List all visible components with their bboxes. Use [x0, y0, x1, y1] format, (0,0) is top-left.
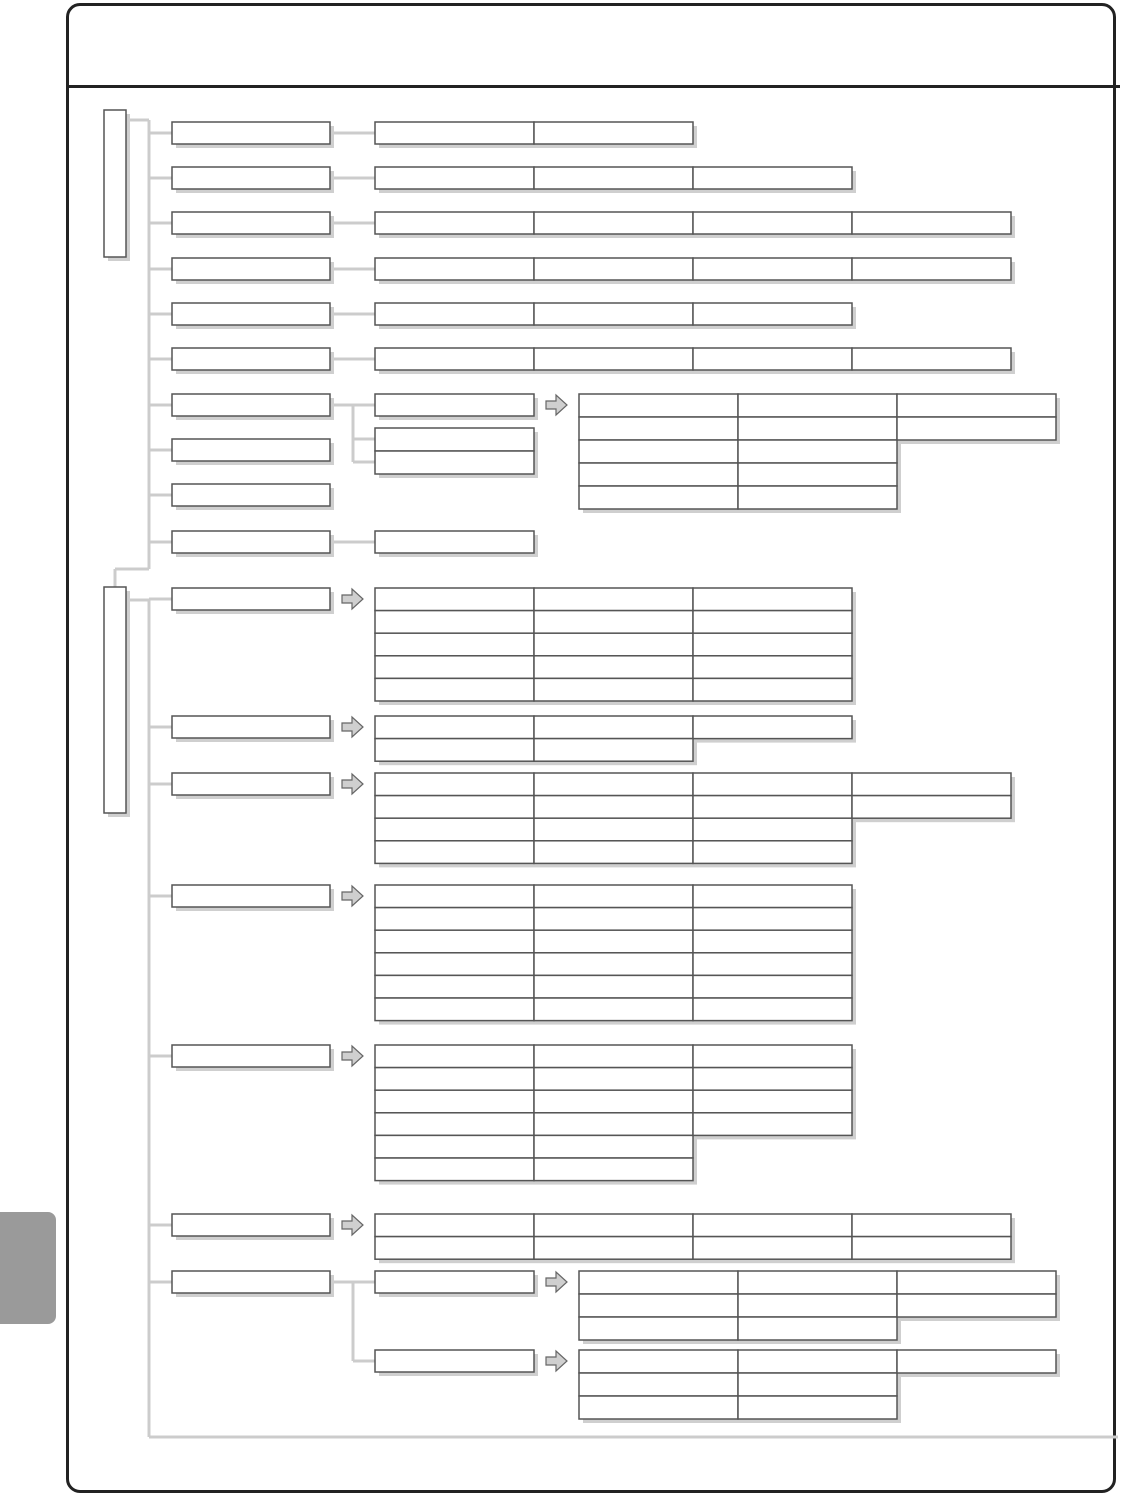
- group-1-item-6-options-cell: [375, 348, 534, 370]
- group-2-item-7: [172, 1271, 330, 1293]
- group-2-item-6-details-cell: [852, 1214, 1011, 1237]
- group-2-item-4-details-cell: [375, 908, 534, 931]
- group-2-item-4-details-cell: [693, 953, 852, 976]
- group-2-item-3: [172, 773, 330, 795]
- group-1-item-7-details-cell: [897, 394, 1056, 417]
- group-2-item-5-details-cell: [534, 1068, 693, 1091]
- group-1-item-3-options-cell: [534, 212, 693, 234]
- group-1-item-2-options-cell: [693, 167, 852, 189]
- group-2-item-3-details-cell: [375, 796, 534, 819]
- group-1-item-8: [172, 439, 330, 461]
- group-1-item-6: [172, 348, 330, 370]
- group-2-item-4-details-cell: [375, 930, 534, 953]
- group-1-item-4-options-cell: [852, 258, 1011, 280]
- group-2-item-1-details-cell: [375, 611, 534, 634]
- group-2-item-1-details-cell: [693, 656, 852, 679]
- arrow-icon: [546, 395, 567, 415]
- group-1-item-4-options-cell: [534, 258, 693, 280]
- group-2-item-5-details-cell: [534, 1113, 693, 1136]
- group-2-item-5-details-cell: [534, 1135, 693, 1158]
- group-2-item-2-details-cell: [534, 739, 693, 762]
- group-2-item-4-details-cell: [534, 998, 693, 1021]
- group-2-item-5-details-cell: [375, 1135, 534, 1158]
- group-2-item-4-details-cell: [534, 908, 693, 931]
- group-1-item-6-options-cell: [534, 348, 693, 370]
- group-2-item-5-details-cell: [693, 1090, 852, 1113]
- group-2-item-1: [172, 588, 330, 610]
- group-1-item-1-options-cell: [375, 122, 534, 144]
- group-2-item-1-details-cell: [534, 611, 693, 634]
- group-2-item-5-details-cell: [375, 1045, 534, 1068]
- group-2-item-4-details-cell: [534, 953, 693, 976]
- group-2-item-7-sub-b-details-cell: [579, 1350, 738, 1373]
- group-2-item-6-details-cell: [375, 1214, 534, 1237]
- group-2-item-3-details-cell: [375, 773, 534, 796]
- group-1-item-5: [172, 303, 330, 325]
- group-2-item-3-details-cell: [693, 796, 852, 819]
- group-1-item-4: [172, 258, 330, 280]
- group-2-item-5-details-cell: [375, 1068, 534, 1091]
- group-2-item-3-details-cell: [534, 841, 693, 864]
- group-2-item-4-details-cell: [534, 885, 693, 908]
- group-2-item-7-sub-b-details-cell: [738, 1373, 897, 1396]
- group-2-item-6-details-cell: [375, 1237, 534, 1260]
- group-2-item-7-sub-a-details-cell: [738, 1271, 897, 1294]
- group-1-item-2-options-cell: [375, 167, 534, 189]
- group-1-item-4-options-cell: [693, 258, 852, 280]
- group-2-item-1-details-cell: [375, 588, 534, 611]
- group-2-item-7-sub-b-details-cell: [579, 1396, 738, 1419]
- group-2-item-1-details-cell: [375, 633, 534, 656]
- group-2-item-3-details-cell: [852, 773, 1011, 796]
- group-1-item-5-options-cell: [534, 303, 693, 325]
- group-1-item-5-options-cell: [375, 303, 534, 325]
- group-2-item-7-sub-b-details-cell: [579, 1373, 738, 1396]
- group-2-item-1-details-cell: [534, 656, 693, 679]
- group-2-item-4: [172, 885, 330, 907]
- arrow-icon: [342, 886, 363, 906]
- group-2-item-6-details-cell: [852, 1237, 1011, 1260]
- arrow-icon: [546, 1351, 567, 1371]
- group-2-item-1-details-cell: [693, 588, 852, 611]
- group-2-item-3-details-cell: [534, 773, 693, 796]
- group-2-item-3-details-cell: [375, 818, 534, 841]
- group-2-item-2-details-cell: [534, 716, 693, 739]
- group-2-item-3-details-cell: [693, 841, 852, 864]
- group-2-item-7-sub-a-details-cell: [897, 1294, 1056, 1317]
- group-2-item-1-details-cell: [693, 611, 852, 634]
- group-1-item-7-details-cell: [579, 463, 738, 486]
- group-2-item-7-sub-b-details-cell: [738, 1350, 897, 1373]
- group-2-item-4-details-cell: [693, 885, 852, 908]
- group-2-item-5-details-cell: [534, 1045, 693, 1068]
- group-1-item-7-sub-b-cell: [375, 451, 534, 474]
- group-2-item-1-details-cell: [534, 588, 693, 611]
- group-2-item-2-details-cell: [375, 739, 534, 762]
- group-1-item-7-details-cell: [897, 417, 1056, 440]
- group-1-item-7: [172, 394, 330, 416]
- group-1-item-6-options-cell: [852, 348, 1011, 370]
- group-2-item-5-details-cell: [534, 1158, 693, 1181]
- group-1-item-3-options-cell: [852, 212, 1011, 234]
- arrow-icon: [546, 1272, 567, 1292]
- group-1-label-box: [104, 110, 126, 257]
- group-2-item-3-details-cell: [375, 841, 534, 864]
- group-2-item-5: [172, 1045, 330, 1067]
- group-2-item-3-details-cell: [693, 818, 852, 841]
- group-1-item-2: [172, 167, 330, 189]
- group-1-item-5-options-cell: [693, 303, 852, 325]
- group-2-item-3-details-cell: [852, 796, 1011, 819]
- group-2-item-2-details-cell: [375, 716, 534, 739]
- group-1-item-7-details-cell: [579, 394, 738, 417]
- group-1-item-1-options-cell: [534, 122, 693, 144]
- group-2-item-4-details-cell: [693, 998, 852, 1021]
- group-2-item-6: [172, 1214, 330, 1236]
- group-2-item-5-details-cell: [375, 1158, 534, 1181]
- group-2-item-5-details-cell: [534, 1090, 693, 1113]
- group-2-item-7-sub-b-details-cell: [738, 1396, 897, 1419]
- group-2-item-7-sub-a-details-cell: [738, 1317, 897, 1340]
- group-1-item-7-details-cell: [579, 417, 738, 440]
- group-1-item-3: [172, 212, 330, 234]
- group-2-item-7-sub-a-details-cell: [897, 1271, 1056, 1294]
- group-2-item-7-sub-a-details-cell: [579, 1271, 738, 1294]
- group-2-item-1-details-cell: [534, 633, 693, 656]
- group-1-item-3-options-cell: [693, 212, 852, 234]
- group-2-item-7-sub-a-details-cell: [579, 1317, 738, 1340]
- group-1-item-7-details-cell: [738, 463, 897, 486]
- group-2-item-6-details-cell: [693, 1237, 852, 1260]
- group-1-item-1: [172, 122, 330, 144]
- group-2-item-6-details-cell: [693, 1214, 852, 1237]
- group-1-item-7-details-cell: [579, 486, 738, 509]
- group-2-item-4-details-cell: [534, 930, 693, 953]
- group-2-item-7-sub-a-details-cell: [579, 1294, 738, 1317]
- group-1-item-3-options-cell: [375, 212, 534, 234]
- group-1-item-9: [172, 484, 330, 506]
- group-1-item-10: [172, 531, 330, 553]
- group-1-item-2-options-cell: [534, 167, 693, 189]
- group-2-item-7-sub-b: [375, 1350, 534, 1372]
- group-2-item-7-sub-a-details-cell: [738, 1294, 897, 1317]
- group-1-item-4-options-cell: [375, 258, 534, 280]
- group-2-item-4-details-cell: [693, 975, 852, 998]
- group-2-item-1-details-cell: [693, 678, 852, 701]
- arrow-icon: [342, 1215, 363, 1235]
- arrow-icon: [342, 1046, 363, 1066]
- group-1-item-7-details-cell: [738, 486, 897, 509]
- group-2-item-5-details-cell: [693, 1068, 852, 1091]
- group-2-item-4-details-cell: [534, 975, 693, 998]
- group-1-item-7-sub-a: [375, 394, 534, 416]
- arrow-icon: [342, 589, 363, 609]
- group-2-item-1-details-cell: [534, 678, 693, 701]
- group-2-item-7-sub-b-details-cell: [897, 1350, 1056, 1373]
- group-2-item-6-details-cell: [534, 1237, 693, 1260]
- group-2-item-4-details-cell: [693, 908, 852, 931]
- group-2-item-6-details-cell: [534, 1214, 693, 1237]
- group-1-item-7-details-cell: [738, 440, 897, 463]
- group-1-item-6-options-cell: [693, 348, 852, 370]
- group-2-item-4-details-cell: [693, 930, 852, 953]
- arrow-icon: [342, 774, 363, 794]
- group-2-item-5-details-cell: [375, 1113, 534, 1136]
- group-2-item-4-details-cell: [375, 953, 534, 976]
- group-1-item-7-details-cell: [738, 417, 897, 440]
- group-1-item-10-options-cell: [375, 531, 534, 553]
- group-2-item-3-details-cell: [534, 796, 693, 819]
- group-2-item-5-details-cell: [693, 1113, 852, 1136]
- group-2-item-5-details-cell: [693, 1045, 852, 1068]
- group-2-item-2: [172, 716, 330, 738]
- group-1-item-7-details-cell: [579, 440, 738, 463]
- group-2-item-7-sub-a: [375, 1271, 534, 1293]
- group-2-item-1-details-cell: [693, 633, 852, 656]
- group-2-item-3-details-cell: [693, 773, 852, 796]
- group-2-item-3-details-cell: [534, 818, 693, 841]
- group-2-item-4-details-cell: [375, 998, 534, 1021]
- group-2-item-5-details-cell: [375, 1090, 534, 1113]
- group-1-item-7-details-cell: [738, 394, 897, 417]
- group-2-item-1-details-cell: [375, 656, 534, 679]
- arrow-icon: [342, 717, 363, 737]
- group-2-item-4-details-cell: [375, 975, 534, 998]
- group-2-label-box: [104, 587, 126, 813]
- group-2-item-4-details-cell: [375, 885, 534, 908]
- group-1-item-7-sub-b-cell: [375, 428, 534, 451]
- group-2-item-2-details-cell: [693, 716, 852, 739]
- group-2-item-1-details-cell: [375, 678, 534, 701]
